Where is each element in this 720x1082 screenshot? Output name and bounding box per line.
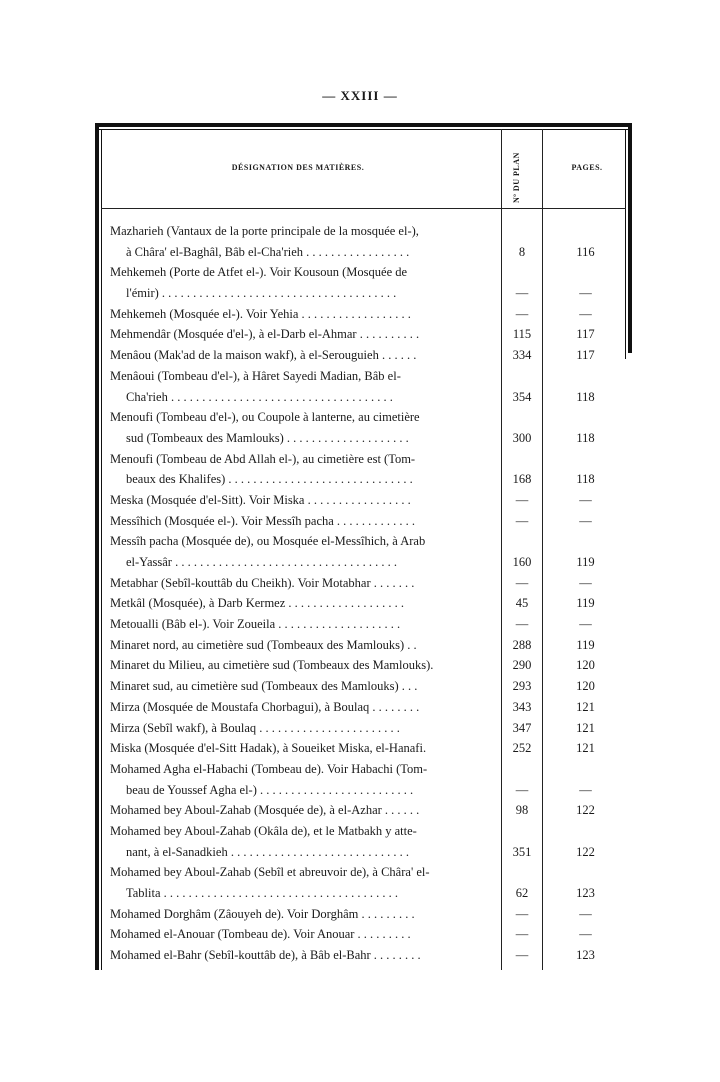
entry-text: Mohamed el-Anouar (Tombeau de). Voir Anouar . . . . . . . . . <box>110 927 411 942</box>
page-ref: 119 <box>576 596 595 611</box>
index-entries <box>95 221 632 966</box>
plan-number: 8 <box>518 244 526 259</box>
page-ref: 117 <box>576 327 595 342</box>
index-line <box>95 821 632 842</box>
plan-number: — <box>515 948 529 963</box>
plan-number: — <box>515 286 529 301</box>
plan-number: 45 <box>515 596 529 611</box>
page-ref: 120 <box>576 679 595 694</box>
page-ref: — <box>579 906 592 921</box>
page-ref: 118 <box>576 472 595 487</box>
entry-text: Mohamed el-Bahr (Sebîl-kouttâb de), à Bâb el-Bahr . . . . . . . . <box>110 948 421 963</box>
entry-text: Minaret du Milieu, au cimetière sud (Tombeaux des Mamlouks). <box>110 658 434 673</box>
page-ref: 116 <box>576 244 595 259</box>
entry-text: sud (Tombeaux des Mamlouks) . . . . . . . . . . . . . . . . . . . . <box>126 430 409 445</box>
entry-text: el-Yassâr . . . . . . . . . . . . . . . . . . . . . . . . . . . . . . . . . . . . <box>126 555 397 569</box>
entry-text: Messîhich (Mosquée el-). Voir Messîh pacha . . . . . . . . . . . . . <box>110 513 416 528</box>
page-ref: — <box>579 575 592 590</box>
page-number: — XXIII — <box>322 88 398 103</box>
index-line <box>95 324 632 345</box>
plan-number: 160 <box>512 555 532 569</box>
index-line <box>95 842 632 863</box>
entry-text: Metkâl (Mosquée), à Darb Kermez . . . . . . . . . . . . . . . . . . . <box>110 596 405 611</box>
index-line <box>95 283 632 304</box>
index-line <box>95 449 632 470</box>
index-line <box>95 345 632 366</box>
index-line <box>95 738 632 759</box>
index-line <box>95 552 632 573</box>
plan-number: — <box>515 492 529 507</box>
entry-text: Mohamed bey Aboul-Zahab (Mosquée de), à el-Azhar . . . . . . <box>110 803 420 818</box>
plan-number: 98 <box>515 803 529 818</box>
entry-text: Mehkemeh (Porte de Atfet el-). Voir Kousoun (Mosquée de <box>110 265 408 280</box>
entry-text: Meska (Mosquée d'el-Sitt). Voir Miska . . . . . . . . . . . . . . . . . <box>110 492 411 507</box>
plan-number: 347 <box>512 720 532 735</box>
index-line <box>95 490 632 511</box>
plan-number: 288 <box>512 637 532 652</box>
page-ref: 120 <box>576 658 595 673</box>
plan-number: 351 <box>512 844 532 859</box>
page-ref: 117 <box>576 348 595 363</box>
plan-number: 290 <box>512 658 532 673</box>
page-ref: 121 <box>576 720 595 735</box>
plan-number: 334 <box>512 348 532 363</box>
page-ref: — <box>579 492 592 507</box>
page-ref: 118 <box>576 389 595 404</box>
entry-text: Mohamed bey Aboul-Zahab (Okâla de), et le Matbakh y atte- <box>110 823 417 838</box>
index-line <box>95 469 632 490</box>
index-line <box>95 387 632 408</box>
entry-text: Mirza (Sebîl wakf), à Boulaq . . . . . . . . . . . . . . . . . . . . . . . <box>110 720 400 735</box>
page-ref: 119 <box>576 637 595 652</box>
page-ref: 122 <box>576 803 595 818</box>
index-line <box>95 780 632 801</box>
index-line <box>95 407 632 428</box>
index-line <box>95 697 632 718</box>
index-line <box>95 366 632 387</box>
entry-text: Mohamed Agha el-Habachi (Tombeau de). Voir Habachi (Tom- <box>110 761 428 776</box>
plan-number: — <box>515 575 529 590</box>
index-line <box>95 242 632 263</box>
index-line <box>95 262 632 283</box>
plan-number: — <box>515 782 529 797</box>
page-ref: — <box>579 617 592 632</box>
plan-number: 354 <box>512 389 532 404</box>
index-line <box>95 614 632 635</box>
index-line <box>95 573 632 594</box>
entry-text: Mehmendâr (Mosquée d'el-), à el-Darb el-Ahmar . . . . . . . . . . <box>110 327 420 342</box>
plan-number: 62 <box>515 886 529 900</box>
index-line <box>95 531 632 552</box>
header-divider <box>101 208 626 209</box>
page-ref: — <box>579 286 592 301</box>
index-line <box>95 862 632 883</box>
index-line <box>95 924 632 945</box>
index-line <box>95 221 632 242</box>
plan-number: — <box>515 306 529 321</box>
page-ref: — <box>579 782 592 797</box>
index-line <box>95 904 632 925</box>
index-line <box>95 304 632 325</box>
header-designation: DÉSIGNATION DES MATIÈRES. <box>231 163 365 172</box>
entry-text: Mirza (Mosquée de Moustafa Chorbagui), à Boulaq . . . . . . . . <box>110 699 420 714</box>
page-ref: 118 <box>576 430 595 445</box>
entry-text: Minaret nord, au cimetière sud (Tombeaux des Mamlouks) . . <box>110 637 417 652</box>
entry-text: Menoufi (Tombeau d'el-), ou Coupole à lanterne, au cimetière <box>110 410 420 425</box>
entry-text: Miska (Mosquée d'el-Sitt Hadak), à Soueiket Miska, el-Hanafi. <box>110 741 427 756</box>
entry-text: Metabhar (Sebîl-kouttâb du Cheikh). Voir Motabhar . . . . . . . <box>110 575 415 590</box>
page-ref: 122 <box>576 844 595 859</box>
entry-text: beaux des Khalifes) . . . . . . . . . . . . . . . . . . . . . . . . . . . . . . <box>126 472 413 487</box>
index-line <box>95 676 632 697</box>
plan-number: — <box>515 906 529 921</box>
plan-number: — <box>515 513 529 528</box>
page-ref: — <box>579 306 592 321</box>
plan-number: 343 <box>512 699 532 714</box>
entry-text: Cha'rieh . . . . . . . . . . . . . . . . . . . . . . . . . . . . . . . . . . . . <box>126 389 393 404</box>
index-line <box>95 428 632 449</box>
page-ref: 121 <box>576 741 595 756</box>
index-line <box>95 759 632 780</box>
plan-number: 252 <box>512 741 532 756</box>
entry-text: Metoualli (Bâb el-). Voir Zoueila . . . . . . . . . . . . . . . . . . . . <box>110 617 401 632</box>
page-ref: 121 <box>576 699 595 714</box>
entry-text: beau de Youssef Agha el-) . . . . . . . . . . . . . . . . . . . . . . . . . <box>126 782 414 797</box>
entry-text: Menâoui (Tombeau d'el-), à Hâret Sayedi Madian, Bâb el- <box>110 368 401 383</box>
plan-number: 168 <box>512 472 532 487</box>
entry-text: Mehkemeh (Mosquée el-). Voir Yehia . . . . . . . . . . . . . . . . . . <box>110 306 411 321</box>
entry-text: à Châra' el-Baghâl, Bâb el-Cha'rieh . . . . . . . . . . . . . . . . . <box>126 244 410 259</box>
plan-number: — <box>515 617 529 632</box>
entry-text: Menâou (Mak'ad de la maison wakf), à el-Serouguieh . . . . . . <box>110 348 417 363</box>
table-top-rule <box>95 123 632 127</box>
header-pages: PAGES. <box>571 163 603 172</box>
index-line <box>95 655 632 676</box>
page-ref: — <box>579 927 592 942</box>
plan-number: 115 <box>512 327 532 342</box>
entry-text: l'émir) . . . . . . . . . . . . . . . . . . . . . . . . . . . . . . . . . . . . . . <box>126 286 397 301</box>
entry-text: Mohamed bey Aboul-Zahab (Sebîl et abreuvoir de), à Châra' el- <box>110 865 430 880</box>
header-plan-number: Nº DU PLAN <box>512 152 521 203</box>
index-line <box>95 511 632 532</box>
index-line <box>95 945 632 966</box>
index-table <box>95 123 632 970</box>
index-line <box>95 800 632 821</box>
plan-number: 300 <box>512 430 532 445</box>
entry-text: Tablita . . . . . . . . . . . . . . . . . . . . . . . . . . . . . . . . . . . . . . <box>126 886 399 900</box>
index-line <box>95 593 632 614</box>
index-line <box>95 883 632 904</box>
entry-text: Minaret sud, au cimetière sud (Tombeaux des Mamlouks) . . . <box>110 679 418 694</box>
entry-text: Messîh pacha (Mosquée de), ou Mosquée el-Messîhich, à Arab <box>110 534 426 549</box>
entry-text: nant, à el-Sanadkieh . . . . . . . . . . . . . . . . . . . . . . . . . . . . . <box>126 844 409 859</box>
index-line <box>95 718 632 739</box>
page-ref: — <box>579 513 592 528</box>
page-ref: 123 <box>576 886 595 900</box>
index-line <box>95 635 632 656</box>
page-ref: 123 <box>576 948 595 963</box>
plan-number: 293 <box>512 679 532 694</box>
table-top-rule-inner <box>95 129 632 130</box>
entry-text: Mohamed Dorghâm (Zâouyeh de). Voir Dorghâm . . . . . . . . . <box>110 906 415 921</box>
plan-number: — <box>515 927 529 942</box>
page-ref: 119 <box>576 555 595 569</box>
entry-text: Menoufi (Tombeau de Abd Allah el-), au cimetière est (Tom- <box>110 451 416 466</box>
entry-text: Mazharieh (Vantaux de la porte principale de la mosquée el-), <box>110 224 419 238</box>
